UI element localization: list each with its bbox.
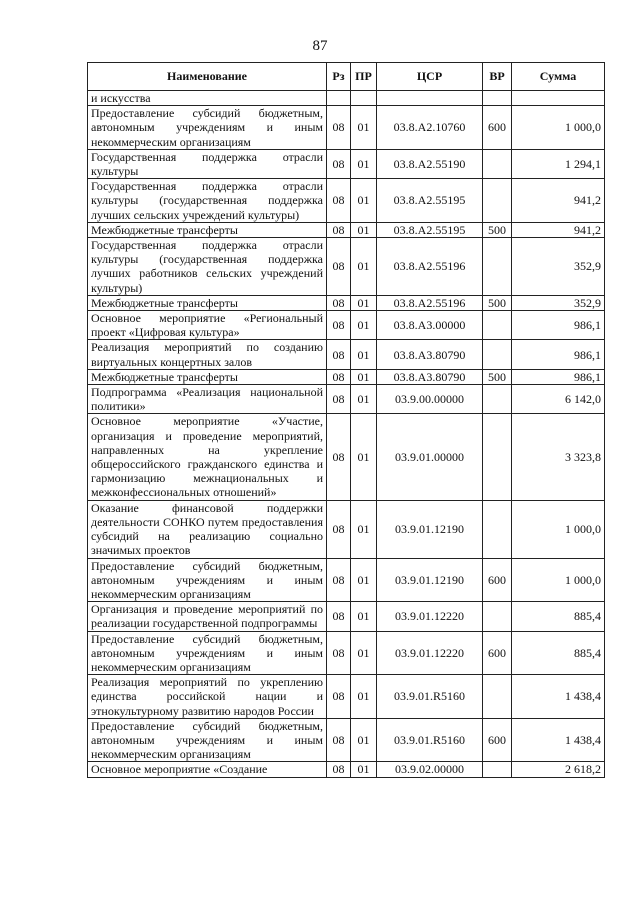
- cell-rz: 08: [327, 311, 351, 340]
- table-row: [88, 179, 605, 223]
- cell-csr: [377, 91, 483, 106]
- cell-sum: 2 618,2: [512, 762, 605, 777]
- cell-csr: 03.9.02.00000: [377, 762, 483, 777]
- cell-rz: 08: [327, 106, 351, 150]
- cell-vr: [483, 179, 512, 223]
- cell-rz: 08: [327, 414, 351, 500]
- cell-csr: 03.9.01.12220: [377, 602, 483, 631]
- cell-csr: 03.8.А2.55195: [377, 222, 483, 237]
- cell-name: Государственная поддержка отрасли культуры (государственная поддержка лучших сельских учреждений культуры): [88, 179, 327, 223]
- cell-vr: 500: [483, 295, 512, 310]
- cell-vr: 600: [483, 558, 512, 602]
- cell-sum: 6 142,0: [512, 385, 605, 414]
- table-row: [88, 295, 605, 310]
- cell-name: Основное мероприятие «Региональный проект «Цифровая культура»: [88, 311, 327, 340]
- cell-vr: [483, 602, 512, 631]
- cell-name: Основное мероприятие «Участие, организация и проведение мероприятий, направленных на укрепление общероссийского гражданского единства и гармонизацию межнациональных и межконфессиональных отношений»: [88, 414, 327, 500]
- table-row: [88, 106, 605, 150]
- cell-csr: 03.9.01.R5160: [377, 675, 483, 719]
- cell-vr: [483, 500, 512, 558]
- cell-pr: 01: [351, 340, 377, 369]
- cell-name: Предоставление субсидий бюджетным, автономным учреждениям и иным некоммерческим организациям: [88, 631, 327, 675]
- cell-vr: 600: [483, 106, 512, 150]
- cell-sum: 1 000,0: [512, 558, 605, 602]
- cell-rz: 08: [327, 675, 351, 719]
- cell-vr: 600: [483, 718, 512, 762]
- cell-csr: 03.8.А3.00000: [377, 311, 483, 340]
- cell-name: Государственная поддержка отрасли культуры (государственная поддержка лучших работников сельских учреждений культуры): [88, 238, 327, 296]
- cell-pr: 01: [351, 558, 377, 602]
- header-row: [88, 63, 605, 91]
- table-row: [88, 602, 605, 631]
- cell-vr: [483, 91, 512, 106]
- cell-pr: 01: [351, 179, 377, 223]
- cell-pr: 01: [351, 762, 377, 777]
- cell-csr: 03.8.А2.55196: [377, 295, 483, 310]
- header-pr: ПР: [351, 63, 377, 91]
- cell-csr: 03.8.А2.55196: [377, 238, 483, 296]
- cell-csr: 03.8.А2.55195: [377, 179, 483, 223]
- cell-rz: 08: [327, 149, 351, 178]
- cell-name: Государственная поддержка отрасли культуры: [88, 149, 327, 178]
- cell-pr: 01: [351, 631, 377, 675]
- cell-pr: 01: [351, 311, 377, 340]
- cell-name: Межбюджетные трансферты: [88, 295, 327, 310]
- table-row: [88, 369, 605, 384]
- cell-sum: 1 438,4: [512, 675, 605, 719]
- cell-name: Основное мероприятие «Создание: [88, 762, 327, 777]
- table-row: [88, 500, 605, 558]
- cell-vr: [483, 414, 512, 500]
- cell-sum: 352,9: [512, 295, 605, 310]
- cell-name: и искусства: [88, 91, 327, 106]
- table-row: [88, 222, 605, 237]
- cell-sum: 3 323,8: [512, 414, 605, 500]
- header-name: Наименование: [88, 63, 327, 91]
- cell-rz: 08: [327, 718, 351, 762]
- cell-name: Оказание финансовой поддержки деятельности СОНКО путем предоставления субсидий на реализацию социально значимых проектов: [88, 500, 327, 558]
- table-row: [88, 558, 605, 602]
- cell-pr: 01: [351, 718, 377, 762]
- cell-vr: [483, 340, 512, 369]
- cell-csr: 03.8.А2.55190: [377, 149, 483, 178]
- cell-rz: 08: [327, 369, 351, 384]
- cell-pr: 01: [351, 414, 377, 500]
- cell-rz: 08: [327, 558, 351, 602]
- cell-name: Организация и проведение мероприятий по реализации государственной подпрограммы: [88, 602, 327, 631]
- cell-rz: 08: [327, 238, 351, 296]
- table-row: [88, 762, 605, 777]
- cell-pr: 01: [351, 602, 377, 631]
- cell-vr: 500: [483, 369, 512, 384]
- cell-name: Предоставление субсидий бюджетным, автономным учреждениям и иным некоммерческим организациям: [88, 718, 327, 762]
- table-row: [88, 675, 605, 719]
- table-row: [88, 414, 605, 500]
- table-row: [88, 385, 605, 414]
- cell-sum: 885,4: [512, 631, 605, 675]
- cell-sum: 986,1: [512, 369, 605, 384]
- cell-sum: 986,1: [512, 340, 605, 369]
- cell-csr: 03.9.01.R5160: [377, 718, 483, 762]
- header-csr: ЦСР: [377, 63, 483, 91]
- cell-pr: 01: [351, 222, 377, 237]
- cell-rz: 08: [327, 631, 351, 675]
- cell-sum: 1 000,0: [512, 106, 605, 150]
- cell-pr: 01: [351, 369, 377, 384]
- page-number: 87: [312, 38, 328, 54]
- cell-csr: 03.9.01.12190: [377, 500, 483, 558]
- table-row: [88, 718, 605, 762]
- header-sum: Сумма: [512, 63, 605, 91]
- cell-vr: [483, 762, 512, 777]
- cell-sum: 986,1: [512, 311, 605, 340]
- cell-name: Межбюджетные трансферты: [88, 222, 327, 237]
- cell-sum: 941,2: [512, 222, 605, 237]
- cell-pr: 01: [351, 500, 377, 558]
- cell-vr: [483, 238, 512, 296]
- header-vr: ВР: [483, 63, 512, 91]
- table-row: [88, 149, 605, 178]
- cell-vr: 600: [483, 631, 512, 675]
- cell-pr: 01: [351, 295, 377, 310]
- cell-sum: 885,4: [512, 602, 605, 631]
- cell-csr: 03.9.01.12190: [377, 558, 483, 602]
- cell-rz: 08: [327, 385, 351, 414]
- cell-pr: 01: [351, 149, 377, 178]
- cell-vr: 500: [483, 222, 512, 237]
- cell-sum: 1 438,4: [512, 718, 605, 762]
- table-row: [88, 311, 605, 340]
- cell-name: Реализация мероприятий по укреплению единства российской нации и этнокультурному развитию народов России: [88, 675, 327, 719]
- cell-rz: 08: [327, 500, 351, 558]
- cell-sum: [512, 91, 605, 106]
- cell-csr: 03.9.00.00000: [377, 385, 483, 414]
- table-row: [88, 91, 605, 106]
- cell-name: Подпрограмма «Реализация национальной политики»: [88, 385, 327, 414]
- table-row: [88, 238, 605, 296]
- table-row: [88, 631, 605, 675]
- cell-rz: [327, 91, 351, 106]
- cell-rz: 08: [327, 295, 351, 310]
- cell-rz: 08: [327, 602, 351, 631]
- cell-csr: 03.8.А3.80790: [377, 369, 483, 384]
- cell-rz: 08: [327, 179, 351, 223]
- cell-pr: [351, 91, 377, 106]
- cell-vr: [483, 311, 512, 340]
- cell-pr: 01: [351, 675, 377, 719]
- cell-sum: 1 000,0: [512, 500, 605, 558]
- cell-name: Межбюджетные трансферты: [88, 369, 327, 384]
- cell-rz: 08: [327, 762, 351, 777]
- header-rz: Рз: [327, 63, 351, 91]
- cell-vr: [483, 385, 512, 414]
- cell-csr: 03.9.01.12220: [377, 631, 483, 675]
- cell-vr: [483, 149, 512, 178]
- cell-pr: 01: [351, 106, 377, 150]
- cell-rz: 08: [327, 222, 351, 237]
- cell-sum: 352,9: [512, 238, 605, 296]
- cell-pr: 01: [351, 238, 377, 296]
- table-row: [88, 340, 605, 369]
- cell-sum: 1 294,1: [512, 149, 605, 178]
- cell-name: Предоставление субсидий бюджетным, автономным учреждениям и иным некоммерческим организациям: [88, 106, 327, 150]
- cell-csr: 03.8.А3.80790: [377, 340, 483, 369]
- cell-name: Предоставление субсидий бюджетным, автономным учреждениям и иным некоммерческим организациям: [88, 558, 327, 602]
- cell-name: Реализация мероприятий по созданию виртуальных концертных залов: [88, 340, 327, 369]
- cell-vr: [483, 675, 512, 719]
- cell-csr: 03.9.01.00000: [377, 414, 483, 500]
- cell-pr: 01: [351, 385, 377, 414]
- budget-table: [87, 62, 605, 778]
- cell-sum: 941,2: [512, 179, 605, 223]
- cell-csr: 03.8.А2.10760: [377, 106, 483, 150]
- cell-rz: 08: [327, 340, 351, 369]
